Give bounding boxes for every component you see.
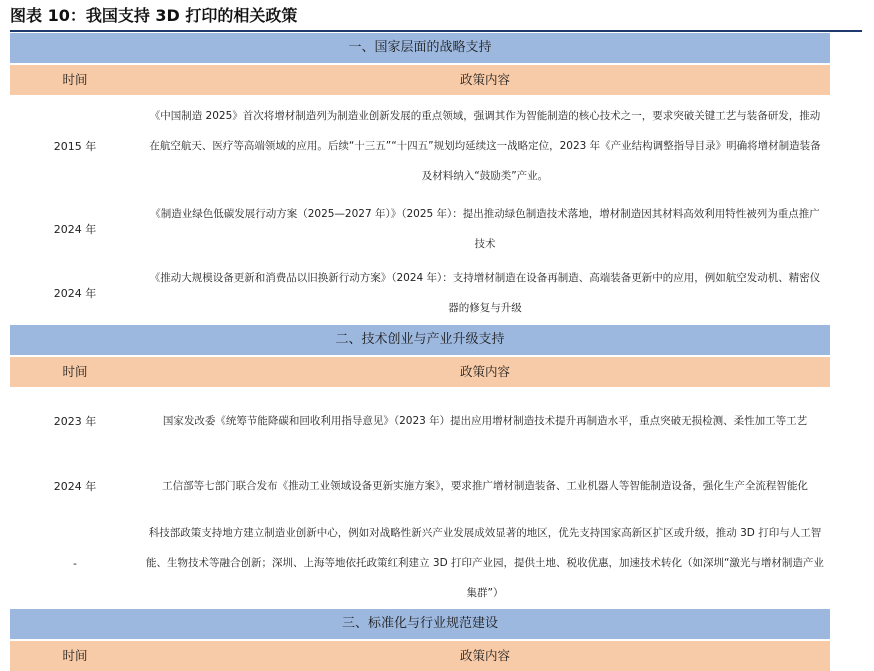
row-content: 国家发改委《统筹节能降碳和回收利用指导意见》（2023 年）提出应用增材制造技术提升再制造水平，重点突破无损检测、柔性加工等工艺 [162,415,808,427]
section-heading-national-strategy: 一、国家层面的战略支持 [10,33,830,63]
table-row [10,455,830,517]
column-header-time: 时间 [62,72,88,87]
row-content: 《推动大规模设备更新和消费品以旧换新行动方案》（2024 年）：支持增材制造在设备再制造、高端装备更新中的应用，例如航空发动机、精密仪器的修复与升级 [149,272,821,314]
row-time: 2024 年 [53,480,97,493]
row-time: 2024 年 [53,223,97,236]
table-row [10,387,830,455]
section-heading-standardization: 三、标准化与行业规范建设 [10,609,830,639]
column-header-row [10,641,830,671]
column-header-row [10,357,830,387]
row-content: 工信部等七部门联合发布《推动工业领域设备更新实施方案》，要求推广增材制造装备、工业机器人等智能制造设备，强化生产全流程智能化 [162,480,808,492]
row-time: 2023 年 [53,415,97,428]
table-row [10,197,830,261]
row-time: 2024 年 [53,287,97,300]
table-row [10,95,830,197]
column-header-content: 政策内容 [459,72,510,87]
title-divider [10,30,862,32]
table-row [10,261,830,325]
column-header-content: 政策内容 [459,364,510,379]
table-row [10,517,830,609]
column-header-row [10,65,830,95]
row-time: - [73,556,77,570]
policy-table [10,33,830,671]
row-content: 科技部政策支持地方建立制造业创新中心，例如对战略性新兴产业发展成效显著的地区，优先支持国家高新区扩区或升级，推动 3D 打印与人工智能、生物技术等融合创新；深圳、上海等地依托政策红利建立 3D 打印产业园，提供土地、税收优惠，加速技术转化（如深圳“激光与增材制造产业集群”） [146,527,824,599]
figure-title: 图表 10：我国支持 3D 打印的相关政策 [10,6,298,25]
row-content: 《制造业绿色低碳发展行动方案（2025—2027 年）》（2025 年）：提出推动绿色制造技术落地，增材制造因其材料高效利用特性被列为重点推广技术 [150,208,820,250]
column-header-time: 时间 [62,648,88,663]
column-header-time: 时间 [62,364,88,379]
column-header-content: 政策内容 [459,648,510,663]
section-heading-tech-industry: 二、技术创业与产业升级支持 [10,325,830,355]
row-time: 2015 年 [53,140,97,153]
row-content: 《中国制造 2025》首次将增材制造列为制造业创新发展的重点领域，强调其作为智能制造的核心技术之一，要求突破关键工艺与装备研发，推动在航空航天、医疗等高端领域的应用。后续“十三五”“十四五”规划均延续这一战略定位，2023 年《产业结构调整指导目录》明确将增材制造装备及材料纳入“鼓励类”产业。 [149,110,821,182]
